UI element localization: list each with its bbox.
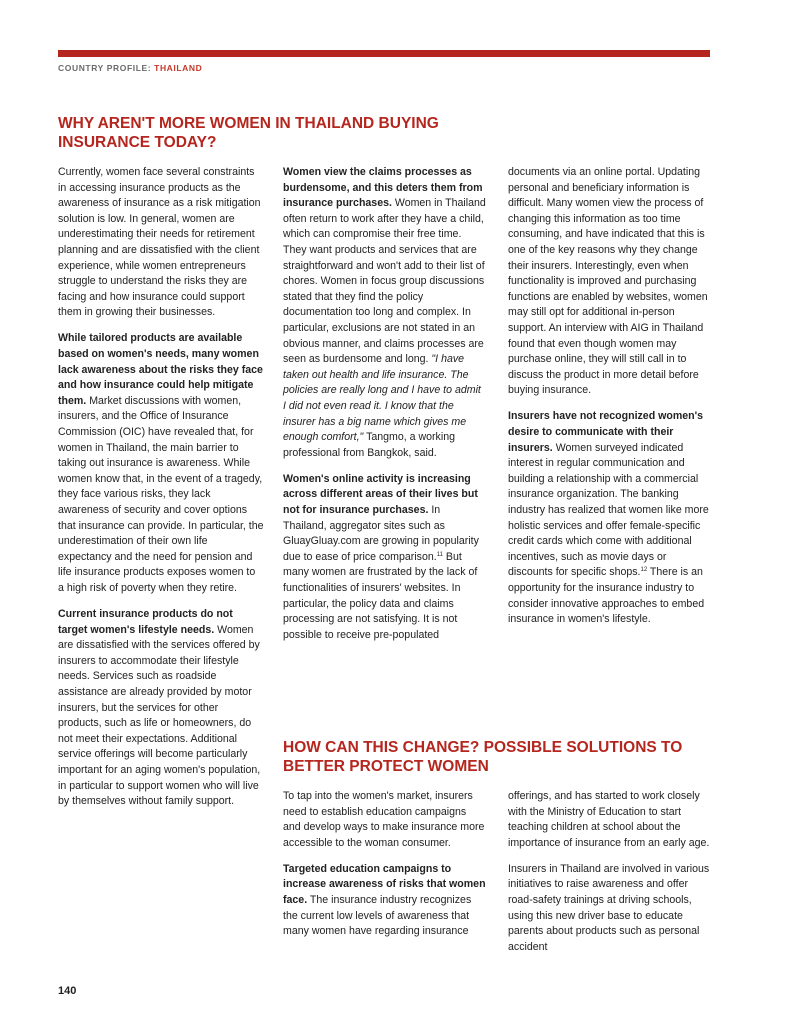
paragraph-text: To tap into the women's market, insurers need to establish education campaigns and develop ways to make insurance more accessible to the woman consumer.: [283, 790, 485, 849]
paragraph-text: Market discussions with women, insurers, and the Office of Insurance Commission (OIC) have revealed that, for women in Thailand, the main barrier to taking out insurance is awareness. While women know that, in the event of a tragedy, they face various risks, they lack awareness of security and cover options that insurance can provide. In particular, the underestimation of their own life expectancy and the need for pension and life insurance products exposes women to a high risk of poverty when they retire.: [58, 394, 264, 594]
paragraph-text: Women surveyed indicated interest in regular communication and building a relationship with a commercial insurance organization. The banking industry has realized that women like more holistic services and offer female-specific credit cards which come with additional incentives, such as movie days or discounts for specific shops.: [508, 441, 709, 579]
paragraph: [283, 472, 486, 644]
paragraph: [283, 165, 486, 461]
paragraph-text: Women in Thailand often return to work after they have a child, which can compromise their free time. They want products and services that are straightforward and won't add to their list of chores. Women in focus group discussions stated that they find the policy documentation too long and complex. In particular, exclusions are not stated in an obvious manner, and claims processes are seen as burdensome and long.: [283, 197, 486, 366]
paragraph: [508, 789, 714, 851]
paragraph-text: The insurance industry recognizes the current low levels of awareness that many women have regarding insurance: [283, 894, 472, 938]
paragraph: [508, 862, 714, 956]
footnote-ref: 11: [436, 551, 443, 558]
column-5: [508, 789, 714, 966]
quote: "I have taken out health and life insurance. The policies are really long and I have to admit I did not even read it. I know that the insurer has a big name which gives me enough comfort,": [283, 353, 481, 444]
paragraph: [508, 165, 714, 399]
quote-attribution: Tangmo, a working professional from Bangkok, said.: [283, 431, 455, 459]
paragraph-text: There is an opportunity for the insurance industry to consider innovative approaches to embed insurance in women's lifestyle.: [508, 566, 705, 626]
section-heading-how: HOW CAN THIS CHANGE? POSSIBLE SOLUTIONS TO BETTER PROTECT WOMEN: [283, 739, 683, 775]
paragraph: [58, 607, 264, 810]
paragraph: [58, 331, 264, 596]
paragraph: [283, 789, 486, 851]
footnote-ref: 12: [640, 567, 648, 574]
paragraph-lead: While tailored products are available based on women's needs, many women lack awareness about the risks they face and how insurance could help mitigate them.: [58, 332, 263, 407]
paragraph-lead: Women view the claims processes as burdensome, and this deters them from insurance purchases.: [283, 166, 483, 210]
paragraph: [58, 165, 264, 321]
profile-label: COUNTRY PROFILE:: [58, 63, 152, 73]
paragraph-text: Currently, women face several constraints in accessing insurance products as the awareness of insurance as a risk mitigation solution is low. In general, women are underestimating their needs for retirement planning and are dissatisfied with the client experience, while women entrepreneurs struggle to understand the risks they are facing and how insurance could support them in growing their businesses.: [58, 166, 261, 319]
paragraph: [508, 409, 714, 627]
paragraph-text: offerings, and has started to work closely with the Ministry of Education to start teaching children at school about the importance of insurance from an early age.: [508, 790, 710, 849]
paragraph-text: Insurers in Thailand are involved in various initiatives to raise awareness and offer road-safety trainings at driving schools, using this new driver base to educate parents about products such as personal accident: [508, 862, 710, 953]
paragraph-text: In Thailand, aggregator sites such as GluayGluay.com are growing in popularity due to ease of price comparison.: [283, 503, 479, 563]
country-profile-label: [58, 63, 202, 73]
paragraph-text: Women are dissatisfied with the services offered by insurers to accommodate their lifestyle needs. Services such as roadside assistance are already provided by motor insurers, but the services for other products, such as life or homeowners, do not meet their expectations. Additional service offerings will become particularly important for an aging women's population, in particular to support women who will live by themselves without family support.: [58, 623, 261, 808]
paragraph-text: But many women are frustrated by the lack of functionalities of insurers' websites. In particular, the policy data and claims processing are not satisfying. It is not possible to receive pre-populated: [283, 550, 478, 641]
column-2: [283, 165, 486, 654]
paragraph-lead: Women's online activity is increasing across different areas of their lives but not for insurance purchases.: [283, 472, 478, 516]
header-accent-bar: [58, 50, 710, 57]
profile-country: THAILAND: [154, 63, 203, 73]
column-4: [283, 789, 486, 950]
paragraph-lead: Current insurance products do not target women's lifestyle needs.: [58, 608, 233, 636]
paragraph-lead: Targeted education campaigns to increase awareness of risks that women face.: [283, 862, 486, 907]
section-heading-why: WHY AREN'T MORE WOMEN IN THAILAND BUYING INSURANCE TODAY?: [58, 115, 439, 151]
page-number: 140: [58, 985, 77, 997]
column-3: [508, 165, 714, 638]
paragraph: [283, 862, 486, 940]
paragraph-lead: Insurers have not recognized women's desire to communicate with their insurers.: [508, 410, 704, 454]
paragraph-text: documents via an online portal. Updating personal and beneficiary information is difficult. Many women view the process of changing this information as too time consuming, and have indicated that this is one of the key reasons why they change their insurers. Interestingly, even when functionality is improved and purchasing functions are enabled by websites, women may still opt for additional in-person support. An interview with AIG in Thailand found that even though women may purchase online, they will still call in to discuss the product in more detail before buying insurance.: [508, 166, 708, 397]
column-1: [58, 165, 264, 820]
